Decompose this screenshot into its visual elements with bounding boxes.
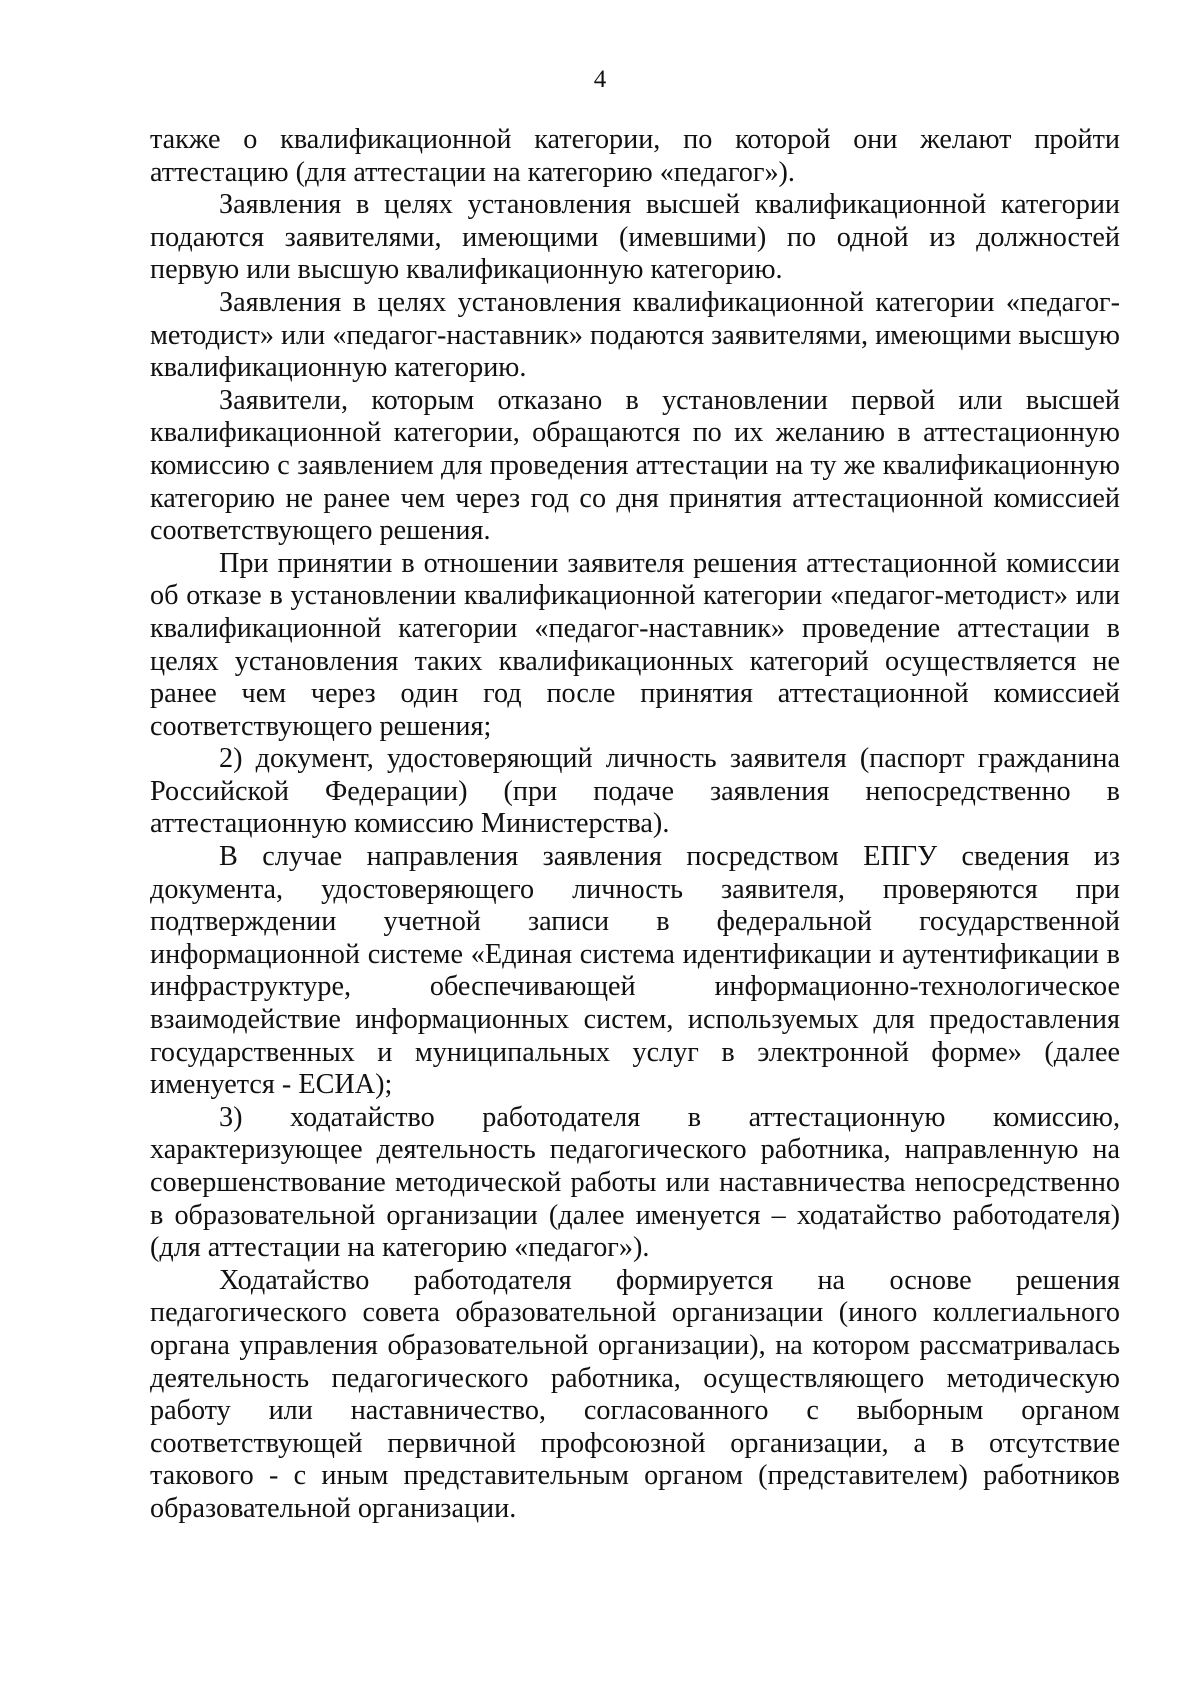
paragraph-item-3-employer-petition: 3) ходатайство работодателя в аттестационную комиссию, характеризующее деятельность педагогического работника, направленную на совершенствование методической работы или наставничества непосредственно в образовательной организации (далее именуется – ходатайство работодателя) (для аттестации на категорию «педагог»). [150, 1101, 1120, 1264]
document-body [150, 124, 1120, 1526]
paragraph-item-2-identity-document: 2) документ, удостоверяющий личность заявителя (паспорт гражданина Российской Федерации) (при подаче заявления непосредственно в аттестационную комиссию Министерства). [150, 743, 1120, 840]
paragraph-continuation: также о квалификационной категории, по которой они желают пройти аттестацию (для аттестации на категорию «педагог»). [150, 124, 1120, 188]
page-number: 4 [593, 66, 607, 93]
paragraph-petition-formation: Ходатайство работодателя формируется на основе решения педагогического совета образовательной организации (иного коллегиального органа управления образовательной организации), на котором рассматривалась деятельность педагогического работника, осуществляющего методическую работу или наставничество, согласованного с выборным органом соответствующей первичной профсоюзной организации, а в отсутствие такового - с иным представительным органом (представителем) работников образовательной организации. [150, 1264, 1120, 1524]
paragraph-refusal-first-highest: Заявители, которым отказано в установлении первой или высшей квалификационной категории, обращаются по их желанию в аттестационную комиссию с заявлением для проведения аттестации на ту же квалификационную категорию не ранее чем через год со дня принятия аттестационной комиссией соответствующего решения. [150, 384, 1120, 547]
paragraph-epgu-esia: В случае направления заявления посредством ЕПГУ сведения из документа, удостоверяющего личность заявителя, проверяются при подтверждении учетной записи в федеральной государственной информационной системе «Единая система идентификации и аутентификации в инфраструктуре, обеспечивающей информационно-технологическое взаимодействие информационных систем, используемых для предоставления государственных и муниципальных услуг в электронной форме» (далее именуется - ЕСИА); [150, 841, 1120, 1101]
paragraph-refusal-methodist-mentor: При принятии в отношении заявителя решения аттестационной комиссии об отказе в установлении квалификационной категории «педагог-методист» или квалификационной категории «педагог-наставник» проведение аттестации в целях установления таких квалификационных категорий осуществляется не ранее чем через один год после принятия аттестационной комиссией соответствующего решения; [150, 547, 1120, 742]
paragraph-methodist-mentor: Заявления в целях установления квалификационной категории «педагог-методист» или «педагог-наставник» подаются заявителями, имеющими высшую квалификационную категорию. [150, 286, 1120, 384]
paragraph-highest-category: Заявления в целях установления высшей квалификационной категории подаются заявителями, имеющими (имевшими) по одной из должностей первую или высшую квалификационную категорию. [150, 189, 1120, 286]
